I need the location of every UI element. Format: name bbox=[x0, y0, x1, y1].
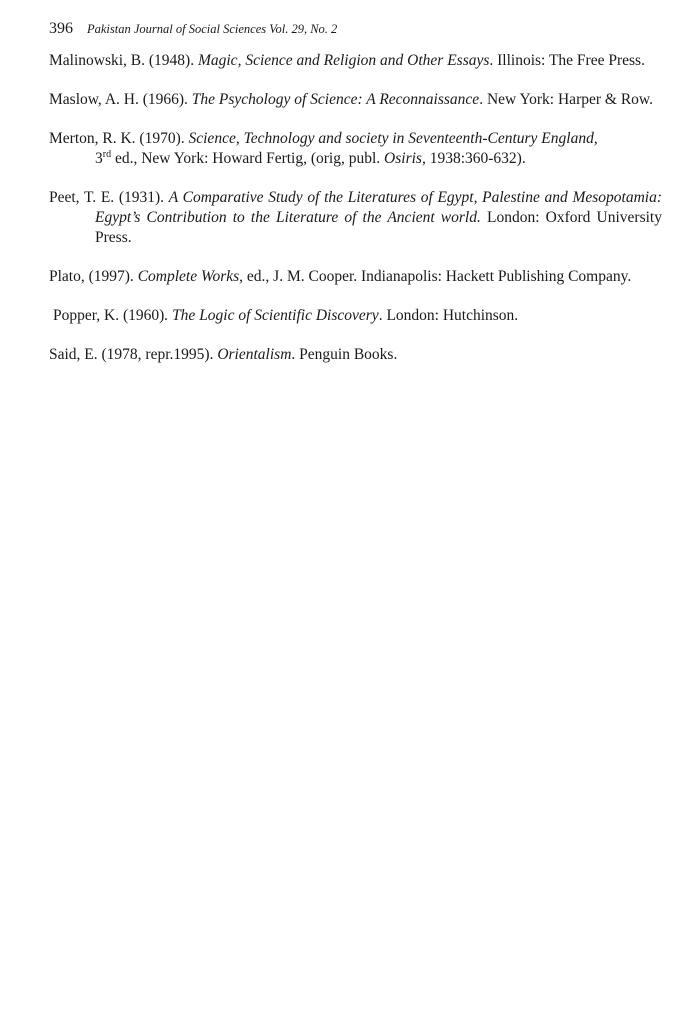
reference-list bbox=[49, 51, 662, 384]
ref-author: Merton, R. K. (1970). bbox=[49, 130, 189, 147]
ref-author: Maslow, A. H. (1966). bbox=[49, 91, 192, 108]
page-header bbox=[49, 20, 337, 42]
ref-publisher: . London: Hutchinson. bbox=[378, 307, 519, 324]
ref-publisher: . Penguin Books. bbox=[291, 346, 398, 363]
ref-author: Malinowski, B. (1948). bbox=[49, 52, 198, 69]
ref-original-pages: , 1938:360-632). bbox=[421, 150, 526, 167]
reference-peet bbox=[49, 188, 662, 248]
ref-edition-number: 3 bbox=[95, 150, 103, 167]
ref-title: Magic, Science and Religion and Other Essays bbox=[197, 52, 490, 69]
reference-said bbox=[49, 345, 662, 365]
ref-publisher: . New York: Harper & Row. bbox=[479, 91, 653, 108]
ref-title: The Psychology of Science: A Reconnaissance bbox=[191, 91, 480, 108]
ref-publisher: , ed., J. M. Cooper. Indianapolis: Hackett Publishing Company. bbox=[239, 268, 632, 285]
ref-publisher: . Illinois: The Free Press. bbox=[489, 52, 645, 69]
ref-publisher: London: Oxford University Press. bbox=[95, 209, 662, 246]
reference-plato bbox=[49, 267, 662, 287]
reference-malinowski bbox=[49, 51, 662, 71]
reference-merton bbox=[49, 129, 662, 169]
ref-title: A Comparative Study of the Literatures of Egypt, Palestine and Mesopotamia: Egypt’s Contribution to the Literature of the Ancient world. bbox=[95, 189, 662, 226]
ref-author: Said, E. (1978, repr.1995). bbox=[49, 346, 218, 363]
journal-running-title: Pakistan Journal of Social Sciences Vol. 29, No. 2 bbox=[87, 22, 338, 36]
ref-title: Orientalism bbox=[217, 346, 292, 363]
ref-title: The Logic of Scientific Discovery bbox=[168, 307, 379, 324]
page-number: 396 bbox=[49, 20, 73, 37]
reference-maslow bbox=[49, 90, 662, 110]
ref-original-journal: Osiris bbox=[384, 150, 422, 167]
ref-author: Peet, T. E. (1931). bbox=[49, 189, 169, 206]
reference-popper bbox=[49, 306, 662, 326]
ref-author: Plato, (1997). bbox=[49, 268, 138, 285]
ref-period: . bbox=[164, 307, 169, 324]
ref-title: Science, Technology and society in Seventeenth-Century England, bbox=[188, 130, 598, 147]
ref-edition-superscript: rd bbox=[102, 149, 112, 160]
ref-title: Complete Works bbox=[137, 268, 240, 285]
ref-author: Popper, K. (1960) bbox=[53, 307, 165, 324]
ref-publisher: ed., New York: Howard Fertig, (orig, publ. bbox=[111, 150, 385, 167]
